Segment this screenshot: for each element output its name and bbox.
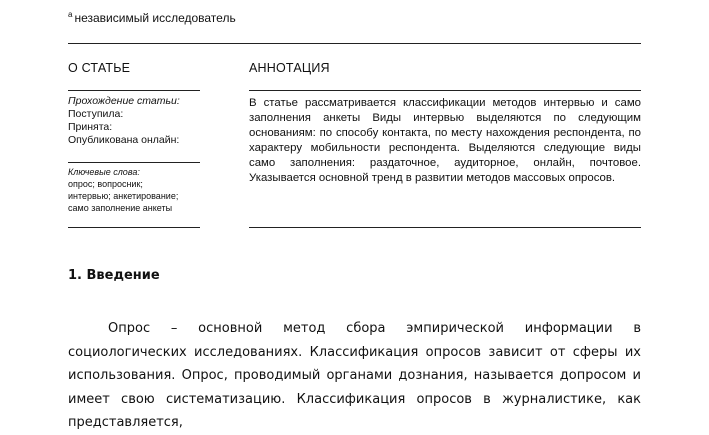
section-heading: 1. Введение: [68, 268, 160, 283]
author-affiliation: [68, 10, 236, 25]
article-info-divider-top: [68, 90, 200, 91]
abstract-divider-bottom: [249, 227, 641, 228]
keywords-line: само заполнение анкеты: [68, 203, 173, 213]
abstract-heading: АННОТАЦИЯ: [249, 61, 330, 75]
accepted-label: Принята:: [68, 121, 113, 133]
published-online-label: Опубликована онлайн:: [68, 134, 180, 146]
abstract-text: В статье рассматривается классификации методов интервью и само заполнения анкеты Виды интервью выделяются по следующим основаниям: по способу контакта, по месту нахождения респондента, по характеру мобильности респондента. Выделяются следующие виды само заполнения: раздаточное, аудиторное, онлайн, почтовое. Указывается основной тренд в развитии методов массовых опросов.: [249, 97, 641, 185]
body-paragraph: Опрос – основной метод сбора эмпирической информации в социологических исследованиях. Классификация опросов зависит от сферы их использования. Опрос, проводимый органами дознания, называется допросом и имеет свою систематизацию. Классификация опросов в журналистике, как представляется,: [68, 321, 641, 430]
keywords-label: Ключевые слова:: [68, 167, 140, 177]
header-divider: [68, 43, 641, 44]
article-info-heading: О СТАТЬЕ: [68, 61, 131, 75]
abstract-divider-top: [249, 90, 641, 91]
history-label: Прохождение статьи:: [68, 95, 180, 107]
article-info-divider-bottom: [68, 227, 200, 228]
received-label: Поступила:: [68, 108, 124, 120]
keywords-line: интервью; анкетирование;: [68, 191, 179, 201]
keywords-line: опрос; вопросник;: [68, 179, 143, 189]
article-info-divider-mid: [68, 162, 200, 163]
affiliation-text: независимый исследователь: [74, 11, 236, 25]
affiliation-marker: a: [68, 10, 73, 19]
